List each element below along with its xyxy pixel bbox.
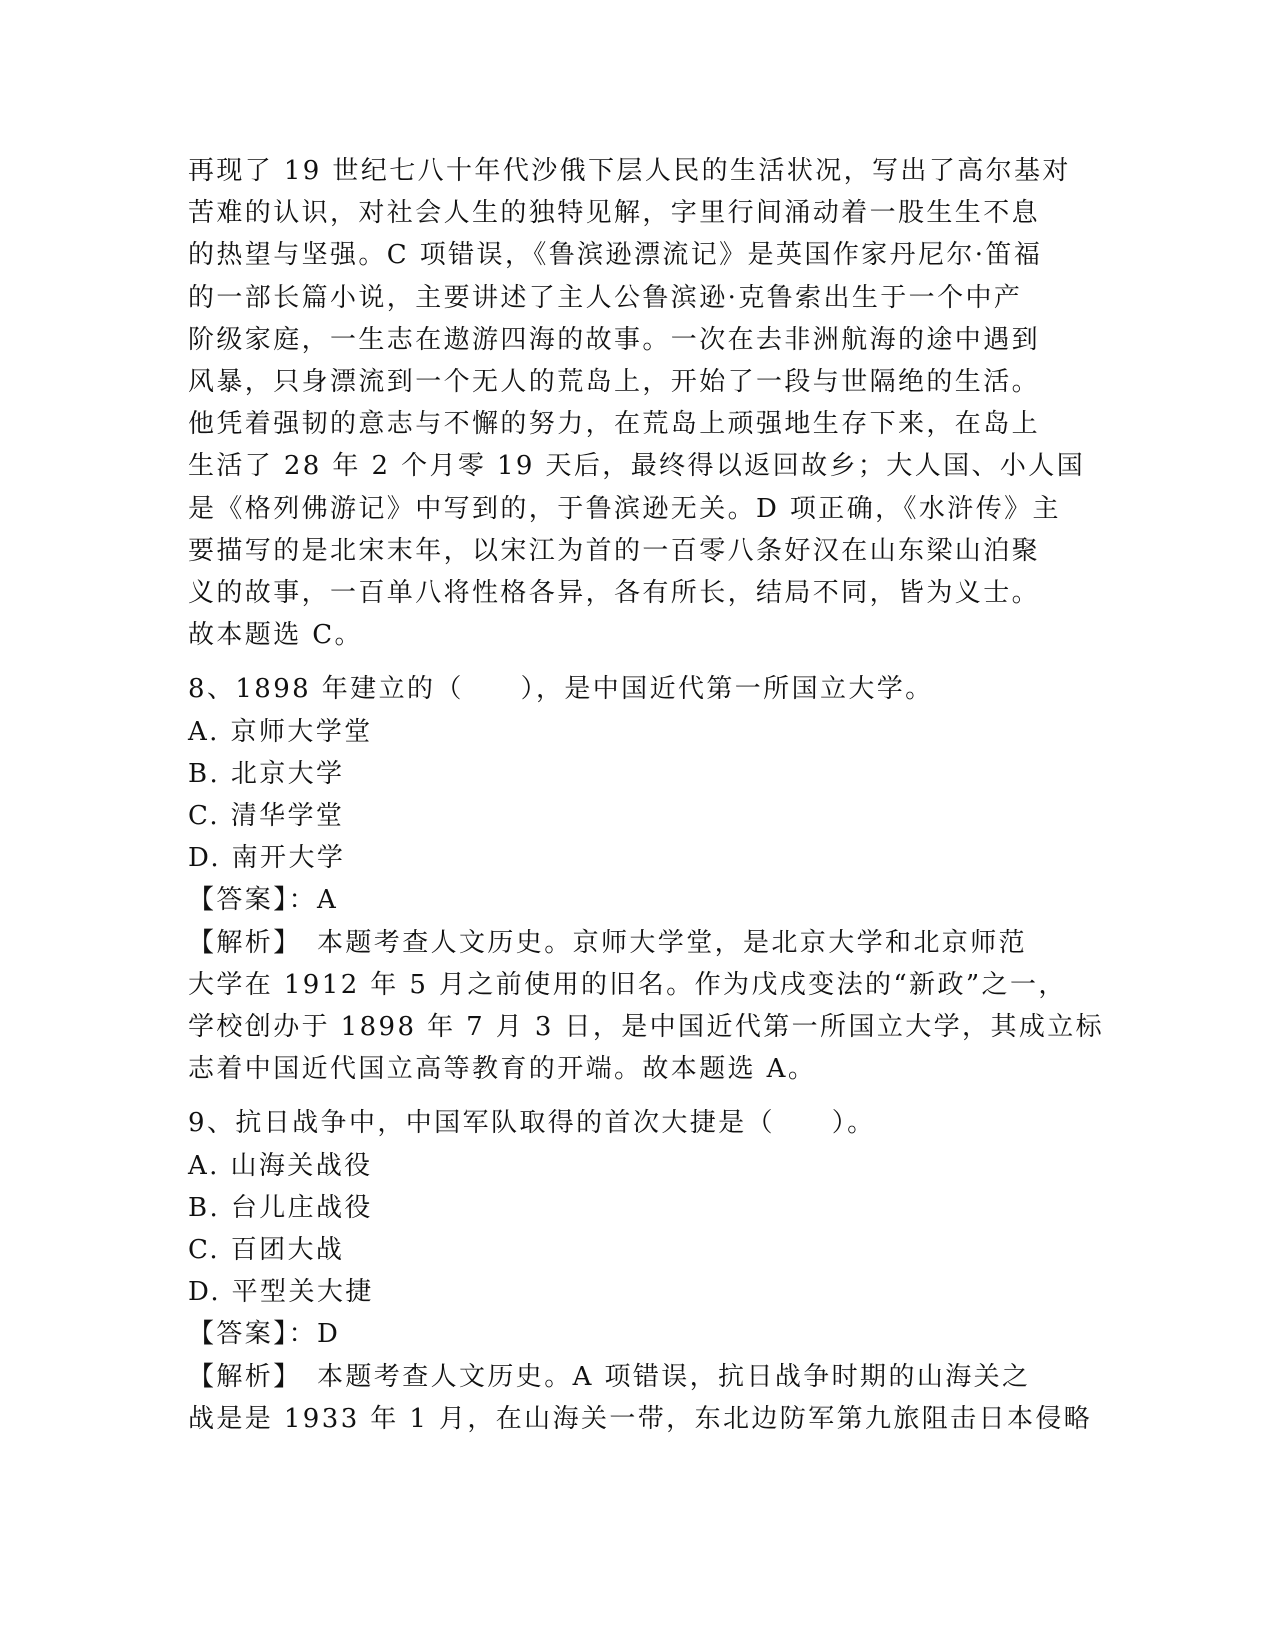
paragraph-line: 再现了 19 世纪七八十年代沙俄下层人民的生活状况，写出了高尔基对 <box>188 156 1071 186</box>
answer-line: 【答案】：A <box>188 885 339 916</box>
option-d: D. 平型关大捷 <box>188 1277 374 1308</box>
paragraph-line: 义的故事，一百单八将性格各异，各有所长，结局不同，皆为义士。 <box>188 578 1041 609</box>
question-stem: 9、抗日战争中，中国军队取得的首次大捷是（ ）。 <box>188 1108 876 1139</box>
analysis-line: 大学在 1912 年 5 月之前使用的旧名。作为戊戌变法的“新政”之一， <box>188 969 1067 1000</box>
analysis-line: 志着中国近代国立高等教育的开端。故本题选 A。 <box>188 1054 817 1085</box>
question-9 <box>188 1102 1093 1440</box>
answer-line: 【答案】：D <box>188 1319 341 1350</box>
option-c: C. 清华学堂 <box>188 801 345 832</box>
paragraph-line: 苦难的认识，对社会人生的独特见解，字里行间涌动着一股生生不息 <box>188 198 1041 229</box>
option-a: A. 山海关战役 <box>188 1150 373 1181</box>
question-stem: 8、1898 年建立的（ ），是中国近代第一所国立大学。 <box>188 674 934 705</box>
paragraph-line: 的一部长篇小说，主要讲述了主人公鲁滨逊·克鲁索出生于一个中产 <box>188 282 1023 313</box>
paragraph-line: 的热望与坚强。C 项错误，《鲁滨逊漂流记》是英国作家丹尼尔·笛福 <box>188 240 1043 271</box>
paragraph-line: 是《格列佛游记》中写到的，于鲁滨逊无关。D 项正确，《水浒传》主 <box>188 493 1061 524</box>
paragraph-line: 生活了 28 年 2 个月零 19 天后，最终得以返回故乡；大人国、小人国 <box>188 451 1086 482</box>
option-d: D. 南开大学 <box>188 843 346 874</box>
option-a: A. 京师大学堂 <box>188 716 373 747</box>
option-b: B. 台儿庄战役 <box>188 1192 373 1223</box>
page-content <box>188 150 1105 1440</box>
paragraph-line: 故本题选 C。 <box>188 620 363 651</box>
answer-options <box>188 1145 1088 1314</box>
question-8 <box>188 668 1105 1090</box>
analysis-paragraph <box>188 922 1105 1091</box>
answer-options <box>188 711 1088 880</box>
analysis-line: 【解析】 本题考查人文历史。京师大学堂，是北京大学和北京师范 <box>188 927 1028 958</box>
option-c: C. 百团大战 <box>188 1235 345 1266</box>
paragraph-line: 要描写的是北宋末年，以宋江为首的一百零八条好汉在山东梁山泊聚 <box>188 535 1041 566</box>
previous-analysis-paragraph <box>188 150 1088 656</box>
option-b: B. 北京大学 <box>188 758 345 789</box>
analysis-line: 学校创办于 1898 年 7 月 3 日，是中国近代第一所国立大学，其成立标 <box>188 1012 1105 1043</box>
paragraph-line: 他凭着强韧的意志与不懈的努力，在荒岛上顽强地生存下来，在岛上 <box>188 409 1041 440</box>
analysis-line: 【解析】 本题考查人文历史。A 项错误，抗日战争时期的山海关之 <box>188 1361 1031 1392</box>
analysis-line: 战是是 1933 年 1 月，在山海关一带，东北边防军第九旅阻击日本侵略 <box>188 1403 1093 1434</box>
paragraph-line: 风暴，只身漂流到一个无人的荒岛上，开始了一段与世隔绝的生活。 <box>188 367 1041 398</box>
paragraph-line: 阶级家庭，一生志在遨游四海的故事。一次在去非洲航海的途中遇到 <box>188 324 1041 355</box>
analysis-paragraph <box>188 1356 1093 1440</box>
